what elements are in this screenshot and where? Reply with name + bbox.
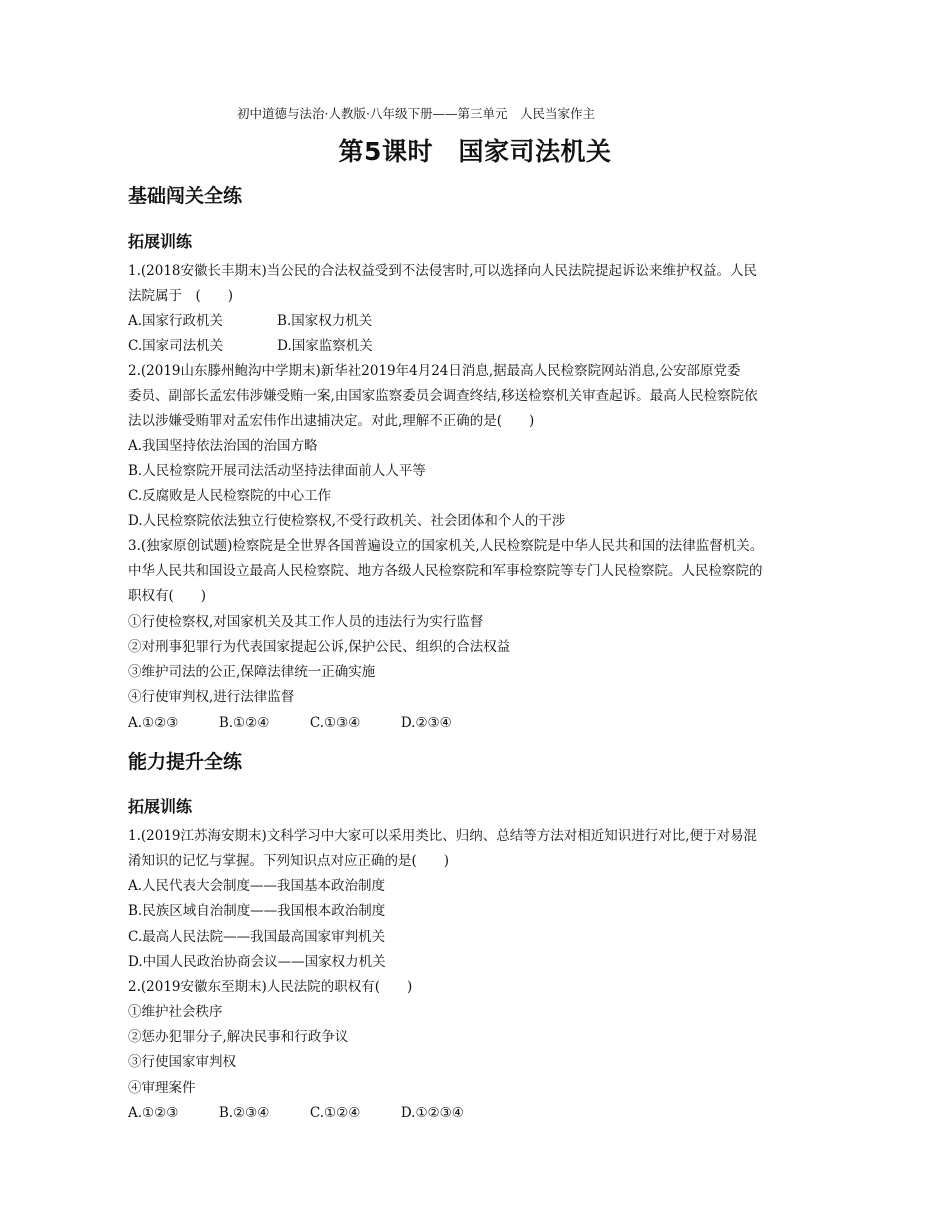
q4-option-c: C.最高人民法院——我国最高国家审判机关 [128, 929, 386, 945]
page-header: 初中道德与法治·人教版·八年级下册——第三单元 人民当家作主 [237, 106, 595, 121]
q4-option-a: A.人民代表大会制度——我国基本政治制度 [128, 878, 386, 894]
q2-option-b: B.人民检察院开展司法活动坚持法律面前人人平等 [128, 463, 426, 479]
q3-item-1: ①行使检察权,对国家机关及其工作人员的违法行为实行监督 [128, 614, 484, 630]
section-heading-advanced: 能力提升全练 [128, 751, 243, 773]
q3-line-1: 3.(独家原创试题)检察院是全世界各国普遍设立的国家机关,人民检察院是中华人民共和国的法律监督机关。 [128, 538, 764, 554]
q3-item-4: ④行使审判权,进行法律监督 [128, 689, 295, 705]
q2-option-d: D.人民检察院依法独立行使检察权,不受行政机关、社会团体和个人的干涉 [128, 513, 566, 529]
q4-option-b: B.民族区域自治制度——我国根本政治制度 [128, 903, 386, 919]
q4-option-d: D.中国人民政治协商会议——国家权力机关 [128, 954, 386, 970]
q3-item-2: ②对刑事犯罪行为代表国家提起公诉,保护公民、组织的合法权益 [128, 639, 511, 655]
q5-item-3: ③行使国家审判权 [128, 1054, 236, 1070]
q5-item-1: ①维护社会秩序 [128, 1004, 223, 1020]
q5-line-1: 2.(2019安徽东至期末)人民法院的职权有( ) [128, 979, 413, 995]
page-title: 第5课时 国家司法机关 [338, 137, 612, 166]
q1-options-cd: C.国家司法机关 D.国家监察机关 [128, 338, 373, 354]
q4-line-1: 1.(2019江苏海安期末)文科学习中大家可以采用类比、归纳、总结等方法对相近知识进行对比,便于对易混 [128, 828, 758, 844]
q2-option-a: A.我国坚持依法治国的治国方略 [128, 438, 318, 454]
q3-options: A.①②③ B.①②④ C.①③④ D.②③④ [128, 715, 452, 731]
q1-options-ab: A.国家行政机关 B.国家权力机关 [128, 313, 373, 329]
q5-item-4: ④审理案件 [128, 1080, 196, 1096]
section-heading-basic: 基础闯关全练 [128, 185, 243, 207]
q3-item-3: ③维护司法的公正,保障法律统一正确实施 [128, 664, 376, 680]
q2-line-2: 委员、副部长孟宏伟涉嫌受贿一案,由国家监察委员会调查终结,移送检察机关审查起诉。最高人民检察院依 [128, 388, 758, 404]
q3-line-3: 职权有( ) [128, 588, 207, 604]
q1-line-1: 1.(2018安徽长丰期末)当公民的合法权益受到不法侵害时,可以选择向人民法院提起诉讼来维护权益。人民 [128, 263, 758, 279]
subheading-extension-2: 拓展训练 [128, 797, 193, 816]
q5-item-2: ②惩办犯罪分子,解决民事和行政争议 [128, 1029, 349, 1045]
q3-line-2: 中华人民共和国设立最高人民检察院、地方各级人民检察院和军事检察院等专门人民检察院。人民检察院的 [128, 563, 763, 579]
q1-line-2: 法院属于 ( ) [128, 288, 234, 304]
q5-options: A.①②③ B.②③④ C.①②④ D.①②③④ [128, 1105, 464, 1121]
q2-line-3: 法以涉嫌受贿罪对孟宏伟作出逮捕决定。对此,理解不正确的是( ) [128, 413, 535, 429]
q2-line-1: 2.(2019山东滕州鲍沟中学期末)新华社2019年4月24日消息,据最高人民检察院网站消息,公安部原党委 [128, 363, 741, 379]
q2-option-c: C.反腐败是人民检察院的中心工作 [128, 488, 332, 504]
subheading-extension-1: 拓展训练 [128, 232, 193, 251]
q4-line-2: 淆知识的记忆与掌握。下列知识点对应正确的是( ) [128, 853, 450, 869]
